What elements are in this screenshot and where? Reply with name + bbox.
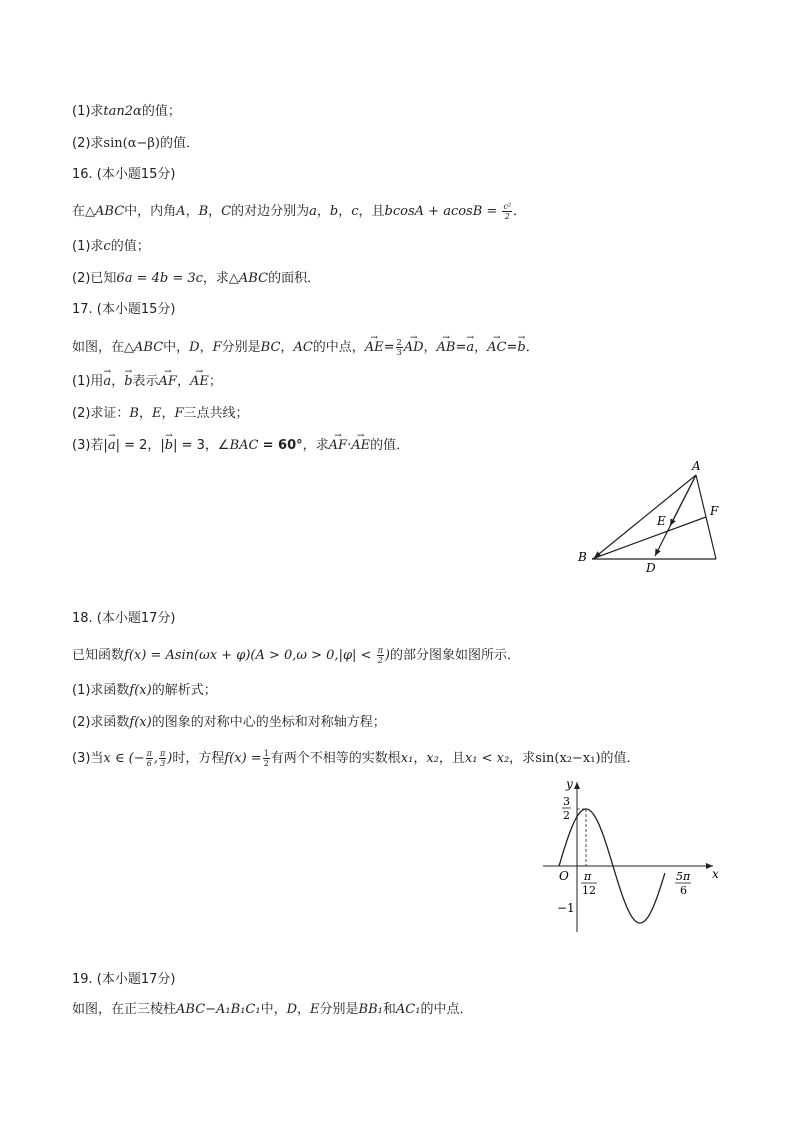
text-fragment: =: [383, 340, 395, 355]
text-fragment: (2)求函数: [72, 715, 130, 730]
text-fragment: bcosA + acosB =: [384, 204, 498, 219]
text-fragment: ，: [280, 340, 294, 355]
text-fragment: → AB: [437, 339, 456, 357]
text-fragment: 6a = 4b = 3c: [116, 271, 203, 286]
text-fragment: D: [286, 1002, 298, 1017]
text-fragment: sin(x₂−x₁): [535, 751, 601, 766]
text-fragment: b: [329, 204, 339, 219]
text-fragment: D: [189, 340, 200, 355]
text-fragment: 的中点，: [312, 340, 365, 355]
text-fragment: ，: [208, 204, 222, 219]
text-fragment: 的值．: [159, 136, 199, 151]
q17-part3: (3)若|→ a| = 2，|→ b| = 3，∠BAC = 60°，求→ AF·→ AE的值．: [72, 437, 409, 455]
text-fragment: 时，方程: [172, 751, 225, 766]
text-fragment: → AE: [365, 339, 384, 357]
q16-statement: [72, 202, 526, 221]
text-fragment: c²: [503, 202, 512, 211]
text-fragment: 2: [377, 656, 383, 665]
text-fragment: ，且: [358, 204, 385, 219]
text-fragment: c: [351, 204, 359, 219]
q15-part1: [72, 103, 181, 121]
text-fragment: =: [455, 340, 467, 355]
q17-part1: [72, 373, 222, 391]
vector-ae: [670, 475, 696, 526]
q17-statement: [72, 338, 539, 357]
q18-heading: 18. (本小题17分): [72, 611, 176, 626]
text-fragment: x ∈ (−: [103, 751, 145, 766]
fraction: [146, 749, 153, 768]
text-fragment: (1)求: [72, 104, 104, 119]
y-max-num: 3: [563, 795, 570, 808]
text-fragment: ；: [208, 374, 222, 389]
text-fragment: 的值；: [141, 104, 181, 119]
text-fragment: ，: [413, 751, 427, 766]
text-fragment: ，且: [438, 751, 465, 766]
text-fragment: = 60°: [262, 438, 303, 453]
q16-part2: [72, 270, 320, 288]
text-fragment: 的对边分别为: [231, 204, 310, 219]
text-fragment: ，求: [509, 751, 536, 766]
q18-part1: [72, 682, 217, 700]
text-fragment: a: [309, 204, 317, 219]
text-fragment: ．: [525, 340, 539, 355]
text-fragment: ABC−A₁B₁C₁: [176, 1002, 261, 1017]
text-fragment: B: [198, 204, 209, 219]
text-fragment: 中，内角: [124, 204, 177, 219]
text-fragment: 三点共线；: [183, 406, 249, 421]
x2-num: 5π: [676, 870, 691, 883]
q19-statement: [72, 1001, 472, 1019]
text-fragment: ，求: [302, 438, 329, 453]
text-fragment: → b: [124, 373, 132, 391]
q17-part2: [72, 405, 249, 423]
text-fragment: sin(α−β): [103, 136, 160, 151]
q15-part2: [72, 135, 199, 153]
text-fragment: E: [152, 406, 162, 421]
text-fragment: 3: [160, 759, 166, 768]
text-fragment: (1)求函数: [72, 683, 130, 698]
text-fragment: 中，: [260, 1002, 287, 1017]
text-fragment: C: [221, 204, 232, 219]
y-min-label: −1: [557, 901, 575, 915]
text-fragment: → AE: [190, 373, 209, 391]
text-fragment: ．: [513, 204, 527, 219]
x2-den: 6: [680, 884, 687, 897]
text-fragment: 3: [396, 348, 402, 357]
text-fragment: → AC: [487, 339, 506, 357]
text-fragment: 的值．: [600, 751, 640, 766]
text-fragment: AC₁: [395, 1002, 421, 1017]
text-fragment: ，求: [202, 271, 229, 286]
text-fragment: ，: [297, 1002, 311, 1017]
text-fragment: BC: [260, 340, 281, 355]
text-fragment: (2)已知: [72, 271, 117, 286]
text-fragment: B: [129, 406, 139, 421]
fraction: [502, 202, 512, 221]
text-fragment: → AF: [329, 437, 347, 455]
text-fragment: BB₁: [358, 1002, 383, 1017]
text-fragment: ，: [199, 340, 213, 355]
text-fragment: 1: [263, 749, 269, 758]
text-fragment: x₁ < x₂: [464, 751, 510, 766]
text-fragment: → b: [517, 339, 525, 357]
origin-label: O: [559, 869, 569, 883]
text-fragment: 和: [382, 1002, 396, 1017]
text-fragment: ): [384, 648, 390, 663]
text-fragment: 2: [263, 759, 269, 768]
text-fragment: F: [212, 340, 222, 355]
text-fragment: AC: [293, 340, 313, 355]
text-fragment: (1)求: [72, 239, 104, 254]
text-fragment: → b: [165, 437, 173, 455]
label-b: B: [578, 550, 587, 564]
text-fragment: 中，: [163, 340, 190, 355]
text-fragment: (3)当: [72, 751, 104, 766]
text-fragment: 的值；: [110, 239, 150, 254]
x-axis-label: x: [712, 867, 719, 881]
text-fragment: = 3，∠: [181, 438, 230, 453]
text-fragment: ): [167, 751, 173, 766]
text-fragment: BAC: [229, 438, 259, 453]
text-fragment: ，: [474, 340, 488, 355]
segment-bf: [592, 517, 706, 559]
text-fragment: 的值．: [370, 438, 410, 453]
text-fragment: 在: [72, 204, 86, 219]
q18-part2: [72, 714, 386, 732]
q17-heading: 17. (本小题15分): [72, 302, 176, 317]
text-fragment: 有两个不相等的实数根: [270, 751, 401, 766]
text-fragment: → a: [466, 339, 474, 357]
text-fragment: E: [310, 1002, 320, 1017]
text-fragment: ，: [316, 204, 330, 219]
text-fragment: → a: [108, 437, 116, 455]
text-fragment: A: [176, 204, 186, 219]
text-fragment: tan2α: [103, 104, 142, 119]
x1-den: 12: [582, 884, 596, 897]
q18-statement: [72, 646, 520, 665]
text-fragment: 2: [504, 212, 510, 221]
label-f: F: [710, 504, 719, 518]
text-fragment: 如图，在正三棱柱: [72, 1002, 177, 1017]
text-fragment: f(x) = Asin(ωx + φ)(A > 0,ω > 0,|φ| <: [124, 648, 372, 663]
text-fragment: f(x) =: [224, 751, 262, 766]
text-fragment: (2)求证：: [72, 406, 130, 421]
text-fragment: =: [506, 340, 518, 355]
label-e: E: [657, 514, 666, 528]
text-fragment: → a: [103, 373, 111, 391]
text-fragment: 的中点．: [420, 1002, 473, 1017]
x1-num: π: [584, 870, 592, 883]
vector-ab: [594, 475, 696, 558]
text-fragment: ，: [161, 406, 175, 421]
label-d: D: [646, 561, 656, 575]
text-fragment: π: [146, 749, 152, 758]
text-fragment: ，: [338, 204, 352, 219]
text-fragment: ，: [138, 406, 152, 421]
text-fragment: F: [174, 406, 184, 421]
text-fragment: 的部分图象如图所示．: [389, 648, 520, 663]
text-fragment: △ABC: [228, 271, 269, 286]
text-fragment: f(x): [129, 683, 152, 698]
text-fragment: x₂: [426, 751, 439, 766]
text-fragment: △ABC: [124, 340, 164, 355]
text-fragment: (2)求: [72, 136, 104, 151]
y-axis-label: y: [566, 777, 573, 791]
text-fragment: △ABC: [85, 204, 125, 219]
q18-part3: [72, 749, 640, 768]
text-fragment: 分别是: [221, 340, 261, 355]
q16-part1: [72, 238, 150, 256]
text-fragment: f(x): [129, 715, 152, 730]
text-fragment: (3)若: [72, 438, 104, 453]
text-fragment: = 2，: [124, 438, 161, 453]
text-fragment: π: [377, 646, 383, 655]
fraction: [377, 646, 384, 665]
text-fragment: (1)用: [72, 374, 104, 389]
fraction: [263, 749, 270, 768]
text-fragment: 的解析式；: [151, 683, 217, 698]
text-fragment: π: [160, 749, 166, 758]
text-fragment: 的面积．: [268, 271, 321, 286]
text-fragment: ，: [176, 374, 190, 389]
text-fragment: 6: [146, 759, 152, 768]
text-fragment: → AD: [404, 339, 424, 357]
fraction: [159, 749, 166, 768]
q16-heading: 16. (本小题15分): [72, 167, 176, 182]
fraction: [396, 338, 403, 357]
text-fragment: ，: [111, 374, 125, 389]
text-fragment: 的图象的对称中心的坐标和对称轴方程；: [151, 715, 386, 730]
y-max-den: 2: [563, 809, 570, 822]
text-fragment: 2: [396, 338, 402, 347]
text-fragment: → AF: [159, 373, 177, 391]
text-fragment: ，: [185, 204, 199, 219]
text-fragment: c: [103, 239, 111, 254]
text-fragment: ,: [153, 751, 159, 766]
text-fragment: x₁: [400, 751, 414, 766]
text-fragment: 如图，在: [72, 340, 125, 355]
q19-heading: 19. (本小题17分): [72, 972, 176, 987]
text-fragment: 分别是: [319, 1002, 359, 1017]
text-fragment: → AE: [351, 437, 370, 455]
triangle-figure: [570, 455, 740, 580]
sine-graph: [535, 772, 730, 937]
text-fragment: ·: [347, 438, 352, 453]
label-a: A: [692, 459, 701, 473]
text-fragment: ，: [423, 340, 437, 355]
text-fragment: 表示: [132, 374, 159, 389]
text-fragment: 已知函数: [72, 648, 125, 663]
